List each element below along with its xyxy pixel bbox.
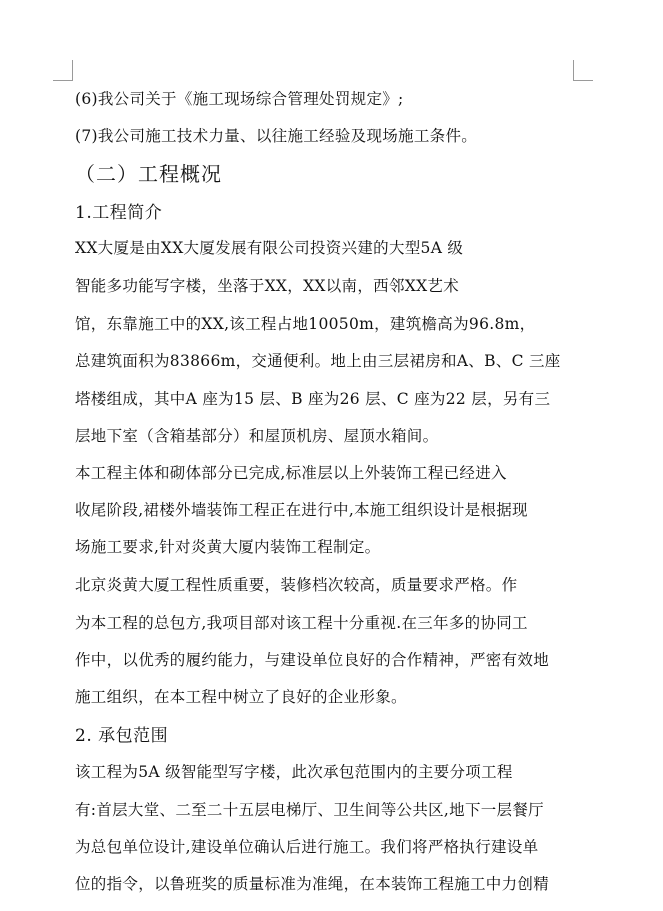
- paragraph-line: 为总包单位设计,建设单位确认后进行施工。我们将严格执行建设单: [75, 838, 539, 856]
- paragraph-line: 层地下室（含箱基部分）和屋顶机房、屋顶水箱间。: [75, 427, 439, 445]
- paragraph-line: 北京炎黄大厦工程性质重要，装修档次较高，质量要求严格。作: [75, 576, 518, 594]
- subsection-heading: 2. 承包范围: [75, 726, 169, 746]
- paragraph-line: 施工组织，在本工程中树立了良好的企业形象。: [75, 688, 407, 706]
- subsection-heading: 1.工程简介: [75, 203, 163, 223]
- crop-mark-top-right: [573, 60, 593, 81]
- section-heading: （二）工程概况: [75, 162, 222, 186]
- paragraph-line: 智能多功能写字楼，坐落于XX，XX以南，西邻XX艺术: [75, 277, 460, 295]
- paragraph-line: 该工程为5A 级智能型写字楼，此次承包范围内的主要分项工程: [75, 763, 513, 781]
- paragraph-line: XX大厦是由XX大厦发展有限公司投资兴建的大型5A 级: [75, 239, 464, 257]
- crop-mark-top-left: [53, 60, 73, 81]
- paragraph-line: 有:首层大堂、二至二十五层电梯厅、卫生间等公共区,地下一层餐厅: [75, 801, 544, 819]
- paragraph-line: 作中，以优秀的履约能力，与建设单位良好的合作精神，严密有效地: [75, 651, 550, 669]
- paragraph-line: 总建筑面积为83866m，交通便利。地上由三层裙房和A、B、C 三座: [75, 352, 561, 370]
- paragraph-line: 收尾阶段,裙楼外墙装饰工程正在进行中,本施工组织设计是根据现: [75, 501, 528, 519]
- paragraph-line: 塔楼组成，其中A 座为15 层、B 座为26 层、C 座为22 层，另有三: [75, 390, 551, 408]
- paragraph-line: 位的指令，以鲁班奖的质量标准为准绳，在本装饰工程施工中力创精: [75, 875, 550, 893]
- paragraph-line: 场施工要求,针对炎黄大厦内装饰工程制定。: [75, 538, 381, 556]
- paragraph-line: 为本工程的总包方,我项目部对该工程十分重视.在三年多的协同工: [75, 614, 528, 632]
- list-item: (7)我公司施工技术力量、以往施工经验及现场施工条件。: [75, 127, 478, 145]
- list-item: (6)我公司关于《施工现场综合管理处罚规定》;: [75, 90, 404, 108]
- paragraph-line: 馆，东靠施工中的XX,该工程占地10050m，建筑檐高为96.8m，: [75, 315, 536, 333]
- paragraph-line: 本工程主体和砌体部分已完成,标准层以上外装饰工程已经进入: [75, 464, 507, 482]
